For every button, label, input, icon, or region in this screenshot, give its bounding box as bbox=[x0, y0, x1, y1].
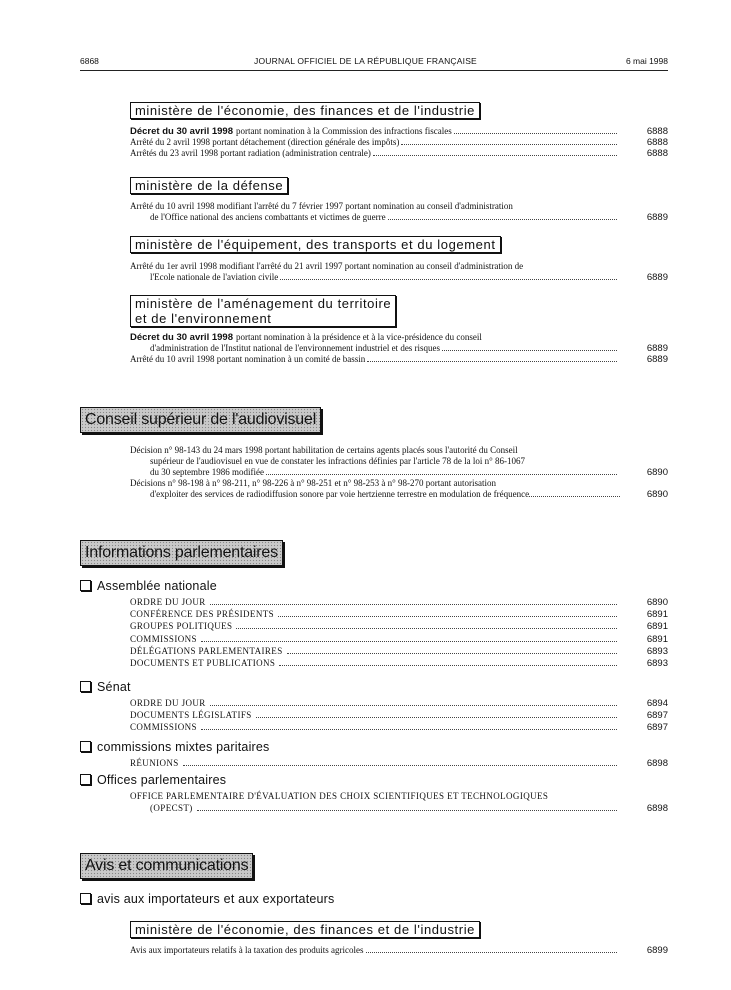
toc-item[interactable]: DOCUMENTS LÉGISLATIFS 6897 bbox=[130, 710, 668, 722]
entry-list-defense bbox=[130, 201, 668, 223]
toc-assemblee bbox=[130, 597, 668, 670]
issue-date: 6 mai 1998 bbox=[625, 56, 668, 66]
dot-leader bbox=[454, 133, 617, 134]
dot-leader bbox=[210, 604, 617, 605]
toc-item[interactable]: COMMISSIONS 6891 bbox=[130, 633, 668, 645]
dot-leader bbox=[388, 219, 617, 220]
checkbox-square-icon bbox=[80, 893, 91, 904]
page-ref: 6898 bbox=[646, 758, 668, 769]
toc-entry[interactable]: Décret du 30 avril 1998 portant nomination à la présidence et à la vice-présidence du conseil d'administration de l'Institut national de l'environnement industriel et des risques 6889 bbox=[130, 332, 668, 354]
csa-banner: Conseil supérieur de l'audiovisuel bbox=[80, 407, 321, 433]
page-ref: 6888 bbox=[646, 148, 668, 159]
toc-item[interactable]: OFFICE PARLEMENTAIRE D'ÉVALUATION DES CHOIX SCIENTIFIQUES ET TECHNOLOGIQUES (OPECST) 6898 bbox=[130, 791, 668, 815]
entry-list-equipment bbox=[130, 261, 668, 283]
page-ref: 6889 bbox=[646, 272, 668, 283]
page-ref: 6894 bbox=[646, 698, 668, 709]
entry-list-environment bbox=[130, 332, 668, 365]
toc-entry[interactable]: Avis aux importateurs relatifs à la taxation des produits agricoles 6899 bbox=[130, 945, 668, 956]
dot-leader bbox=[278, 616, 617, 617]
checkbox-square-icon bbox=[80, 741, 91, 752]
dot-leader bbox=[373, 155, 617, 156]
toc-item[interactable]: ORDRE DU JOUR 6890 bbox=[130, 597, 668, 608]
toc-entry[interactable]: Arrêtés du 23 avril 1998 portant radiation (administration centrale) 6888 bbox=[130, 148, 668, 159]
dot-leader bbox=[367, 361, 617, 362]
ministry-defense-heading: ministère de la défense bbox=[130, 177, 288, 194]
group-heading-cmp: commissions mixtes paritaires bbox=[80, 740, 270, 755]
toc-item[interactable]: ORDRE DU JOUR 6894 bbox=[130, 698, 668, 709]
header-rule bbox=[80, 70, 668, 71]
toc-offices bbox=[130, 791, 668, 815]
page-ref: 6890 bbox=[646, 489, 668, 500]
dot-leader bbox=[256, 717, 617, 718]
toc-item[interactable]: DÉLÉGATIONS PARLEMENTAIRES 6893 bbox=[130, 645, 668, 657]
dot-leader bbox=[279, 665, 617, 666]
ministry-economy-heading: ministère de l'économie, des finances et de l'industrie bbox=[130, 102, 480, 119]
toc-item[interactable]: RÉUNIONS 6898 bbox=[130, 758, 668, 769]
dot-leader bbox=[183, 765, 617, 766]
toc-entry[interactable]: Arrêté du 2 avril 1998 portant détachement (direction générale des impôts) 6888 bbox=[130, 137, 668, 148]
entry-list-avis bbox=[130, 945, 668, 956]
page-ref: 6897 bbox=[646, 722, 668, 734]
toc-senat bbox=[130, 698, 668, 735]
checkbox-square-icon bbox=[80, 774, 91, 785]
toc-entry[interactable]: Arrêté du 1er avril 1998 modifiant l'arrêté du 21 avril 1997 portant nomination au conseil d'administration de l'Ecole nationale de l'aviation civile 6889 bbox=[130, 261, 668, 283]
toc-item[interactable]: DOCUMENTS ET PUBLICATIONS 6893 bbox=[130, 657, 668, 669]
toc-entry[interactable]: Décisions n° 98-198 à n° 98-211, n° 98-226 à n° 98-251 et n° 98-253 à n° 98-270 portant autorisation d'exploiter des services de radiodiffusion sonore par voie hertzienne terrestre en modulation de fréquence 6890 bbox=[130, 478, 668, 500]
page-ref: 6893 bbox=[646, 645, 668, 657]
page-ref: 6898 bbox=[646, 803, 668, 815]
checkbox-square-icon bbox=[80, 681, 91, 692]
toc-entry[interactable]: Arrêté du 10 avril 1998 modifiant l'arrêté du 7 février 1997 portant nomination au conseil d'administration de l'Office national des anciens combattants et victimes de guerre 6889 bbox=[130, 201, 668, 223]
dot-leader bbox=[529, 496, 620, 497]
checkbox-square-icon bbox=[80, 580, 91, 591]
page-ref: 6897 bbox=[646, 710, 668, 722]
journal-title: JOURNAL OFFICIEL DE LA RÉPUBLIQUE FRANÇAISE bbox=[254, 56, 477, 66]
page-ref: 6890 bbox=[646, 467, 668, 478]
entry-list-economy bbox=[130, 126, 668, 159]
page-ref: 6893 bbox=[646, 657, 668, 669]
page-number: 6868 bbox=[80, 56, 99, 66]
ministry-environment-heading: ministère de l'aménagement du territoire et de l'environnement bbox=[130, 295, 396, 327]
group-heading-senat: Sénat bbox=[80, 680, 131, 695]
group-heading-assemblee: Assemblée nationale bbox=[80, 579, 217, 594]
dot-leader bbox=[442, 350, 617, 351]
toc-item[interactable]: COMMISSIONS 6897 bbox=[130, 722, 668, 734]
entry-list-csa bbox=[130, 445, 668, 500]
dot-leader bbox=[287, 653, 617, 654]
dot-leader bbox=[366, 952, 617, 953]
dot-leader bbox=[266, 474, 617, 475]
dot-leader bbox=[210, 705, 617, 706]
toc-entry[interactable]: Décision n° 98-143 du 24 mars 1998 portant habilitation de certains agents placés sous l'autorité du Conseil supérieur de l'audiovisuel en vue de constater les infractions définies par l'article 78 de la loi n° 86-1067 du 30 septembre 1986 modifiée 6890 bbox=[130, 445, 668, 478]
toc-cmp bbox=[130, 758, 668, 770]
dot-leader bbox=[236, 628, 617, 629]
group-heading-offices: Offices parlementaires bbox=[80, 773, 226, 788]
page-ref: 6889 bbox=[646, 212, 668, 223]
group-heading-avis: avis aux importateurs et aux exportateurs bbox=[80, 892, 334, 907]
page-ref: 6888 bbox=[646, 137, 668, 148]
page-ref: 6889 bbox=[646, 343, 668, 354]
page-ref: 6891 bbox=[646, 609, 668, 621]
dot-leader bbox=[280, 279, 617, 280]
ministry-equipment-heading: ministère de l'équipement, des transports et du logement bbox=[130, 236, 501, 253]
toc-entry[interactable]: Arrêté du 10 avril 1998 portant nomination à un comité de bassin 6889 bbox=[130, 354, 668, 365]
dot-leader bbox=[197, 810, 617, 811]
toc-item[interactable]: GROUPES POLITIQUES 6891 bbox=[130, 621, 668, 633]
dot-leader bbox=[201, 729, 617, 730]
toc-item[interactable]: CONFÉRENCE DES PRÉSIDENTS 6891 bbox=[130, 609, 668, 621]
toc-entry[interactable]: Décret du 30 avril 1998 portant nomination à la Commission des infractions fiscales 6888 bbox=[130, 126, 668, 137]
parliament-banner: Informations parlementaires bbox=[80, 540, 283, 566]
page-ref: 6888 bbox=[646, 126, 668, 137]
page-ref: 6891 bbox=[646, 621, 668, 633]
page-ref: 6890 bbox=[646, 597, 668, 608]
dot-leader bbox=[201, 641, 617, 642]
ministry-economy-heading-2: ministère de l'économie, des finances et de l'industrie bbox=[130, 921, 480, 938]
dot-leader bbox=[401, 144, 617, 145]
page-ref: 6899 bbox=[646, 945, 668, 956]
notices-banner: Avis et communications bbox=[80, 853, 253, 879]
page-ref: 6891 bbox=[646, 633, 668, 645]
page-ref: 6889 bbox=[646, 354, 668, 365]
